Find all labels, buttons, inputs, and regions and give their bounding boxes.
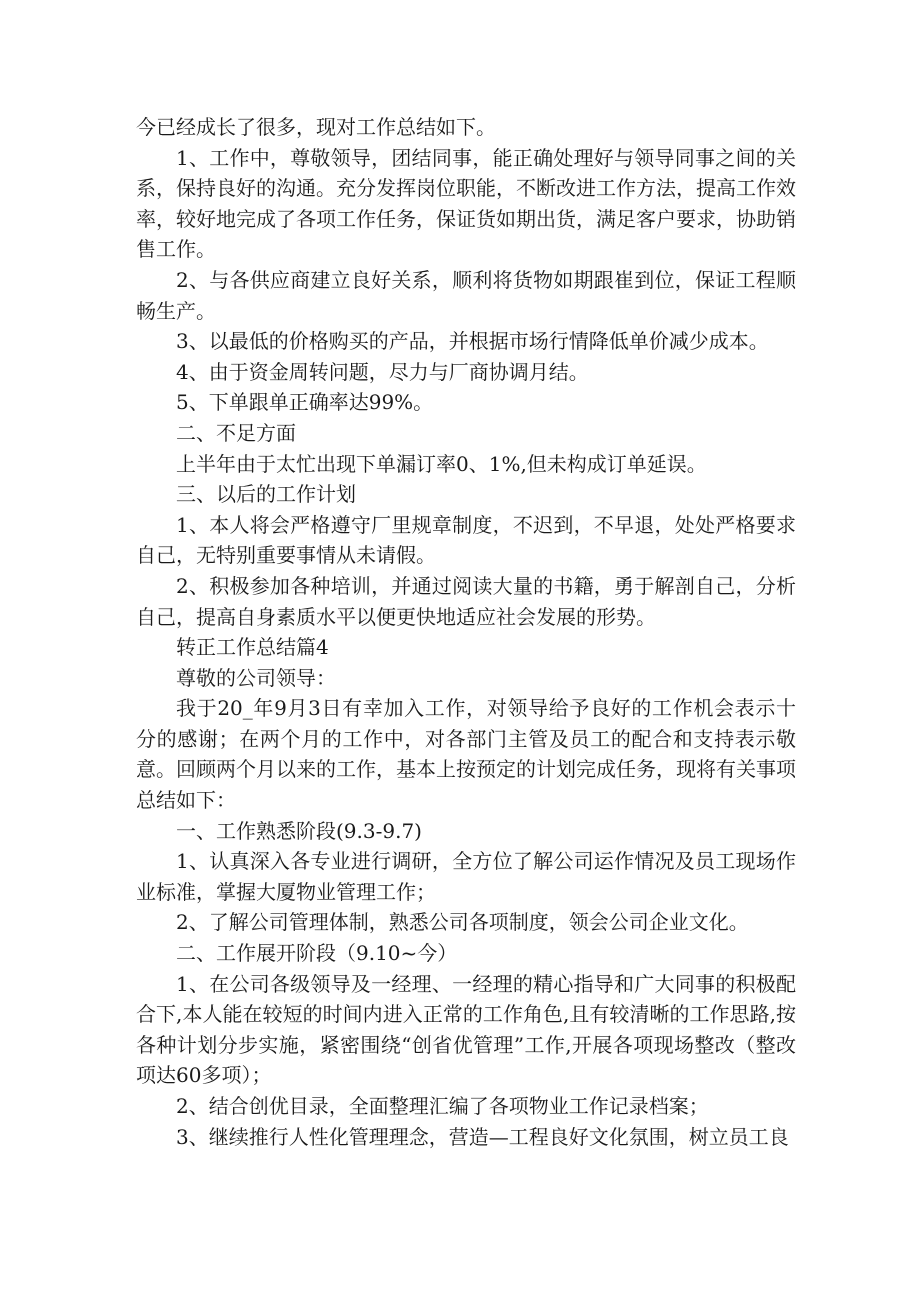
paragraph: 1、在公司各级领导及一经理、一经理的精心指导和广大同事的积极配合下,本人能在较短的时间内进入正常的工作角色,且有较清晰的工作思路,按各种计划分步实施，紧密围绕“创省优管理”工作,开展各项现场整改（整改项达60多项）；	[136, 971, 796, 1088]
paragraph: 1、工作中，尊敬领导，团结同事，能正确处理好与领导同事之间的关系，保持良好的沟通。充分发挥岗位职能，不断改进工作方法，提高工作效率，较好地完成了各项工作任务，保证货如期出货，满足客户要求，协助销售工作。	[136, 145, 796, 262]
paragraph: 4、由于资金周转问题，尽力与厂商协调月结。	[176, 359, 589, 384]
paragraph: 一、工作熟悉阶段(9.3-9.7)	[176, 818, 422, 843]
paragraph: 2、了解公司管理体制，熟悉公司各项制度，领会公司企业文化。	[176, 910, 749, 935]
paragraph: 2、与各供应商建立良好关系，顺利将货物如期跟崔到位，保证工程顺畅生产。	[136, 267, 796, 323]
paragraph: 上半年由于太忙出现下单漏订率0、1%,但未构成订单延误。	[176, 451, 707, 476]
paragraph: 3、继续推行人性化管理理念，营造—工程良好文化氛围，树立员工良	[176, 1124, 789, 1149]
paragraph: 二、工作展开阶段（9.10~今）	[176, 941, 458, 966]
paragraph: 二、不足方面	[176, 420, 296, 445]
paragraph: 我于20_年9月3日有幸加入工作，对领导给予良好的工作机会表示十分的感谢；在两个月的工作中，对各部门主管及员工的配合和支持表示敬意。回顾两个月以来的工作，基本上按预定的计划完成任务，现将有关事项总结如下：	[136, 696, 796, 813]
paragraph: 三、以后的工作计划	[176, 482, 356, 507]
paragraph: 转正工作总结篇4	[176, 635, 329, 660]
document-body	[136, 112, 796, 1152]
paragraph: 1、本人将会严格遵守厂里规章制度，不迟到，不早退，处处严格要求自己，无特别重要事情从未请假。	[136, 512, 796, 568]
paragraph: 5、下单跟单正确率达99%。	[176, 390, 434, 415]
paragraph: 3、以最低的价格购买的产品，并根据市场行情降低单价减少成本。	[176, 329, 769, 354]
paragraph: 1、认真深入各专业进行调研，全方位了解公司运作情况及员工现场作业标准，掌握大厦物业管理工作；	[136, 849, 796, 904]
paragraph: 2、积极参加各种培训，并通过阅读大量的书籍，勇于解剖自己，分析自己，提高自身素质水平以便更快地适应社会发展的形势。	[136, 573, 796, 629]
paragraph: 2、结合创优目录，全面整理汇编了各项物业工作记录档案；	[176, 1094, 709, 1118]
paragraph: 今已经成长了很多，现对工作总结如下。	[136, 115, 496, 139]
paragraph: 尊敬的公司领导：	[176, 665, 336, 690]
